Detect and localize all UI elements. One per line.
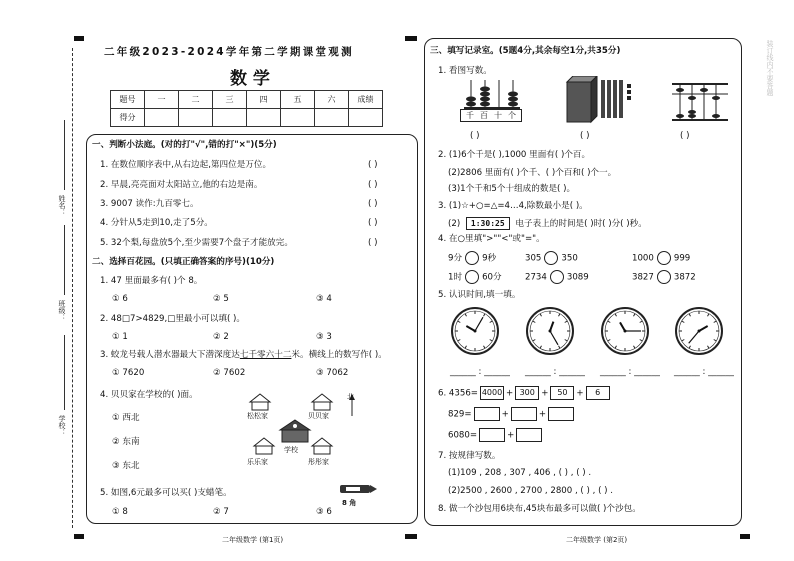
abacus-icon [462, 78, 522, 112]
judge-item-1: 1. 在数位顺序表中,从右边起,第四位是万位。 [100, 160, 272, 170]
q6-lead: 6. 4356= [438, 388, 479, 399]
option[interactable]: ③ 4 [316, 294, 332, 304]
compare-left: 2734 [525, 272, 547, 283]
house-icon [250, 394, 270, 410]
score-cell: 三 [213, 91, 247, 109]
score-cell: 二 [179, 91, 213, 109]
q3-text-end: 米。横线上的数写作( )。 [291, 350, 387, 360]
score-input[interactable] [247, 109, 281, 127]
corner-mark [74, 534, 84, 539]
q6-row-2: 829= + + [448, 407, 576, 421]
name-label: 姓名： [58, 195, 66, 216]
number-box: 300 [515, 386, 539, 400]
compare-row [525, 270, 589, 284]
q6-lead: 829= [448, 409, 472, 420]
compare-circle[interactable] [657, 270, 671, 284]
house-icon [312, 394, 332, 410]
score-input[interactable] [349, 109, 383, 127]
option[interactable]: ① 6 [112, 294, 128, 304]
compare-circle[interactable] [465, 251, 479, 265]
compare-right: 3872 [673, 272, 696, 283]
corner-mark [740, 534, 750, 539]
judge-paren[interactable]: ( ) [368, 180, 378, 190]
school-label: 学校： [58, 415, 66, 436]
q2-line-2: (2)2806 里面有( )个千、( )个百和( )个一。 [448, 168, 617, 178]
judge-paren[interactable]: ( ) [368, 160, 378, 170]
choice-q4: 4. 贝贝家在学校的( )面。 [100, 390, 198, 400]
score-cell: 六 [315, 91, 349, 109]
judge-item-2: 2. 早晨,亮亮面对太阳站立,他的右边是南。 [100, 180, 263, 190]
time-blank[interactable]: ______ : ______ [525, 367, 585, 377]
name-line [64, 120, 65, 190]
option[interactable]: ② 7602 [213, 368, 246, 378]
q8-text: 8. 做一个沙包用6块布,45块布最多可以做( )个沙包。 [438, 504, 641, 514]
abacus-label: 十 [494, 111, 502, 120]
analog-clock-icon [674, 306, 724, 356]
abacus-label: 千 [466, 111, 474, 120]
analog-clock-icon [600, 306, 650, 356]
option[interactable]: ② 东南 [112, 437, 140, 447]
q2-line-1: 2. (1)6个千是( ),1000 里面有( )个百。 [438, 150, 591, 160]
option[interactable]: ① 7620 [112, 368, 145, 378]
option[interactable]: ② 5 [213, 294, 229, 304]
score-cell: 四 [247, 91, 281, 109]
q7-title: 7. 按规律写数。 [438, 451, 501, 461]
analog-clock-icon [450, 306, 500, 356]
score-cell: 得分 [111, 109, 145, 127]
sec1-title: 一、判断小法庭。(对的打"√",错的打"×")(5分) [92, 140, 277, 150]
choice-q2: 2. 48□7>4829,□里最小可以填( )。 [100, 314, 245, 324]
q3-prefix: (2) [448, 219, 461, 229]
score-input[interactable] [213, 109, 247, 127]
time-blank[interactable]: ______ : ______ [450, 367, 510, 377]
option[interactable]: ② 2 [213, 332, 229, 342]
compare-row [448, 251, 496, 265]
compare-row [632, 270, 696, 284]
map-label-songsong: 松松家 [247, 412, 268, 420]
q3-text: 3. 蛟龙号载人潜水器最大下潜深度达 [100, 350, 240, 360]
q5-title: 5. 认识时间,填一填。 [438, 290, 521, 300]
option[interactable]: ③ 东北 [112, 461, 140, 471]
right-page-footer: 二年级数学 (第2页) [566, 536, 628, 544]
score-input[interactable] [315, 109, 349, 127]
answer-box[interactable] [548, 407, 574, 421]
score-cell: 一 [145, 91, 179, 109]
corner-mark [74, 36, 84, 41]
compare-right: 9秒 [482, 253, 497, 264]
number-box: 6 [586, 386, 610, 400]
q3-underline: 七千零六十二 [239, 350, 292, 360]
q2-line-3: (3)1个千和5个十组成的数是( )。 [448, 184, 576, 194]
choice-q3 [100, 350, 387, 361]
compare-right: 60分 [482, 272, 502, 283]
compare-left: 1时 [448, 272, 463, 283]
score-input[interactable] [179, 109, 213, 127]
compare-right: 3089 [566, 272, 589, 283]
map-label-lele: 乐乐家 [247, 458, 268, 466]
abacus-label: 个 [508, 111, 516, 120]
map-label-tongtong: 彤彤家 [308, 458, 329, 466]
compare-left: 3827 [632, 272, 654, 283]
score-value-row [111, 109, 383, 127]
answer-box[interactable] [516, 428, 542, 442]
map-label-school: 学校 [284, 446, 298, 454]
compare-left: 305 [525, 253, 542, 264]
base-ten-blocks [565, 76, 635, 126]
q3-line-1: 3. (1)☆+○=△=4…4,除数最小是( )。 [438, 201, 588, 211]
compare-right: 999 [673, 253, 691, 264]
option[interactable]: ① 西北 [112, 413, 140, 423]
compare-circle[interactable] [657, 251, 671, 265]
compare-circle[interactable] [550, 270, 564, 284]
compare-right: 350 [561, 253, 578, 264]
digital-clock: 1:30:25 [466, 217, 510, 230]
number-box: 4000 [480, 386, 504, 400]
q3-clock-text: 电子表上的时间是( )时( )分( )秒。 [515, 219, 647, 229]
option[interactable]: ③ 6 [316, 507, 332, 517]
school-line [64, 335, 65, 410]
compare-row [632, 251, 690, 265]
score-cell: 成绩 [349, 91, 383, 109]
score-cell: 五 [281, 91, 315, 109]
crayon-price: 8 角 [342, 499, 357, 507]
judge-item-4: 4. 分针从5走到10,走了5分。 [100, 218, 213, 228]
q1-title: 1. 看图写数。 [438, 66, 492, 76]
analog-clock-icon [525, 306, 575, 356]
sec2-title: 二、选择百花园。(只填正确答案的序号)(10分) [92, 257, 275, 267]
class-line [64, 225, 65, 295]
q7-line-2: (2)2500 , 2600 , 2700 , 2800 , ( ) , ( ) . [448, 486, 613, 496]
number-box: 50 [550, 386, 574, 400]
score-header-row [111, 91, 383, 109]
compare-row [525, 251, 578, 265]
answer-box[interactable] [474, 407, 500, 421]
score-cell: 题号 [111, 91, 145, 109]
judge-paren[interactable]: ( ) [368, 218, 378, 228]
q6-lead: 6080= [448, 430, 478, 441]
abacus-labels [460, 109, 522, 122]
exam-title: 二年级2023-2024学年第二学期课堂观测 [104, 46, 354, 58]
judge-item-5: 5. 32个梨,每盘放5个,至少需要7个盘子才能放完。 [100, 238, 293, 248]
sec3-title: 三、填写记录室。(5题4分,其余每空1分,共35分) [430, 46, 621, 56]
score-input[interactable] [145, 109, 179, 127]
q4-title: 4. 在○里填">""<"或"="。 [438, 234, 545, 244]
option[interactable]: ③ 7062 [316, 368, 349, 378]
judge-paren[interactable]: ( ) [368, 238, 378, 248]
option[interactable]: ① 1 [112, 332, 128, 342]
choice-q5: 5. 如图,6元最多可以买( )支蜡笔。 [100, 488, 232, 498]
compare-left: 9分 [448, 253, 463, 264]
choice-q1: 1. 47 里面最多有( )个 8。 [100, 276, 203, 286]
score-table [110, 90, 383, 127]
q7-line-1: (1)109 , 208 , 307 , 406 , ( ) , ( ) . [448, 468, 592, 478]
time-blank[interactable]: ______ : ______ [674, 367, 734, 377]
answer-paren[interactable]: ( ) [680, 131, 690, 141]
corner-mark [405, 534, 417, 539]
q6-row-3: 6080= + [448, 428, 544, 442]
binding-note: 装订线内不要答题 [766, 40, 774, 96]
judge-paren[interactable]: ( ) [368, 199, 378, 209]
subject-title: 数 学 [230, 69, 270, 89]
option[interactable]: ② 7 [213, 507, 229, 517]
answer-paren[interactable]: ( ) [580, 131, 590, 141]
left-page-footer: 二年级数学 (第1页) [222, 536, 284, 544]
answer-box[interactable] [479, 428, 505, 442]
option[interactable]: ① 8 [112, 507, 128, 517]
school-building-icon [280, 420, 310, 442]
compare-circle[interactable] [544, 251, 558, 265]
compare-circle[interactable] [465, 270, 479, 284]
map-label-north: 北 [347, 393, 354, 401]
corner-mark [405, 36, 417, 41]
q6-row-1: 6. 4356= 4000 + 300 + 50 + 6 [438, 386, 612, 400]
house-icon [312, 438, 332, 454]
time-blank[interactable]: ______ : ______ [600, 367, 660, 377]
judge-item-3: 3. 9007 读作:九百零七。 [100, 199, 199, 209]
answer-paren[interactable]: ( ) [470, 131, 480, 141]
abacus-frame-icon [670, 80, 730, 124]
abacus-label: 百 [480, 111, 488, 120]
class-label: 班级： [58, 300, 66, 321]
binding-line [72, 48, 73, 528]
crayon-icon [338, 482, 378, 496]
compare-row [448, 270, 502, 284]
house-icon [254, 438, 274, 454]
option[interactable]: ③ 3 [316, 332, 332, 342]
score-input[interactable] [281, 109, 315, 127]
map-label-beibei: 贝贝家 [308, 412, 329, 420]
answer-box[interactable] [511, 407, 537, 421]
compare-left: 1000 [632, 253, 654, 264]
q3-line-2 [448, 217, 647, 230]
